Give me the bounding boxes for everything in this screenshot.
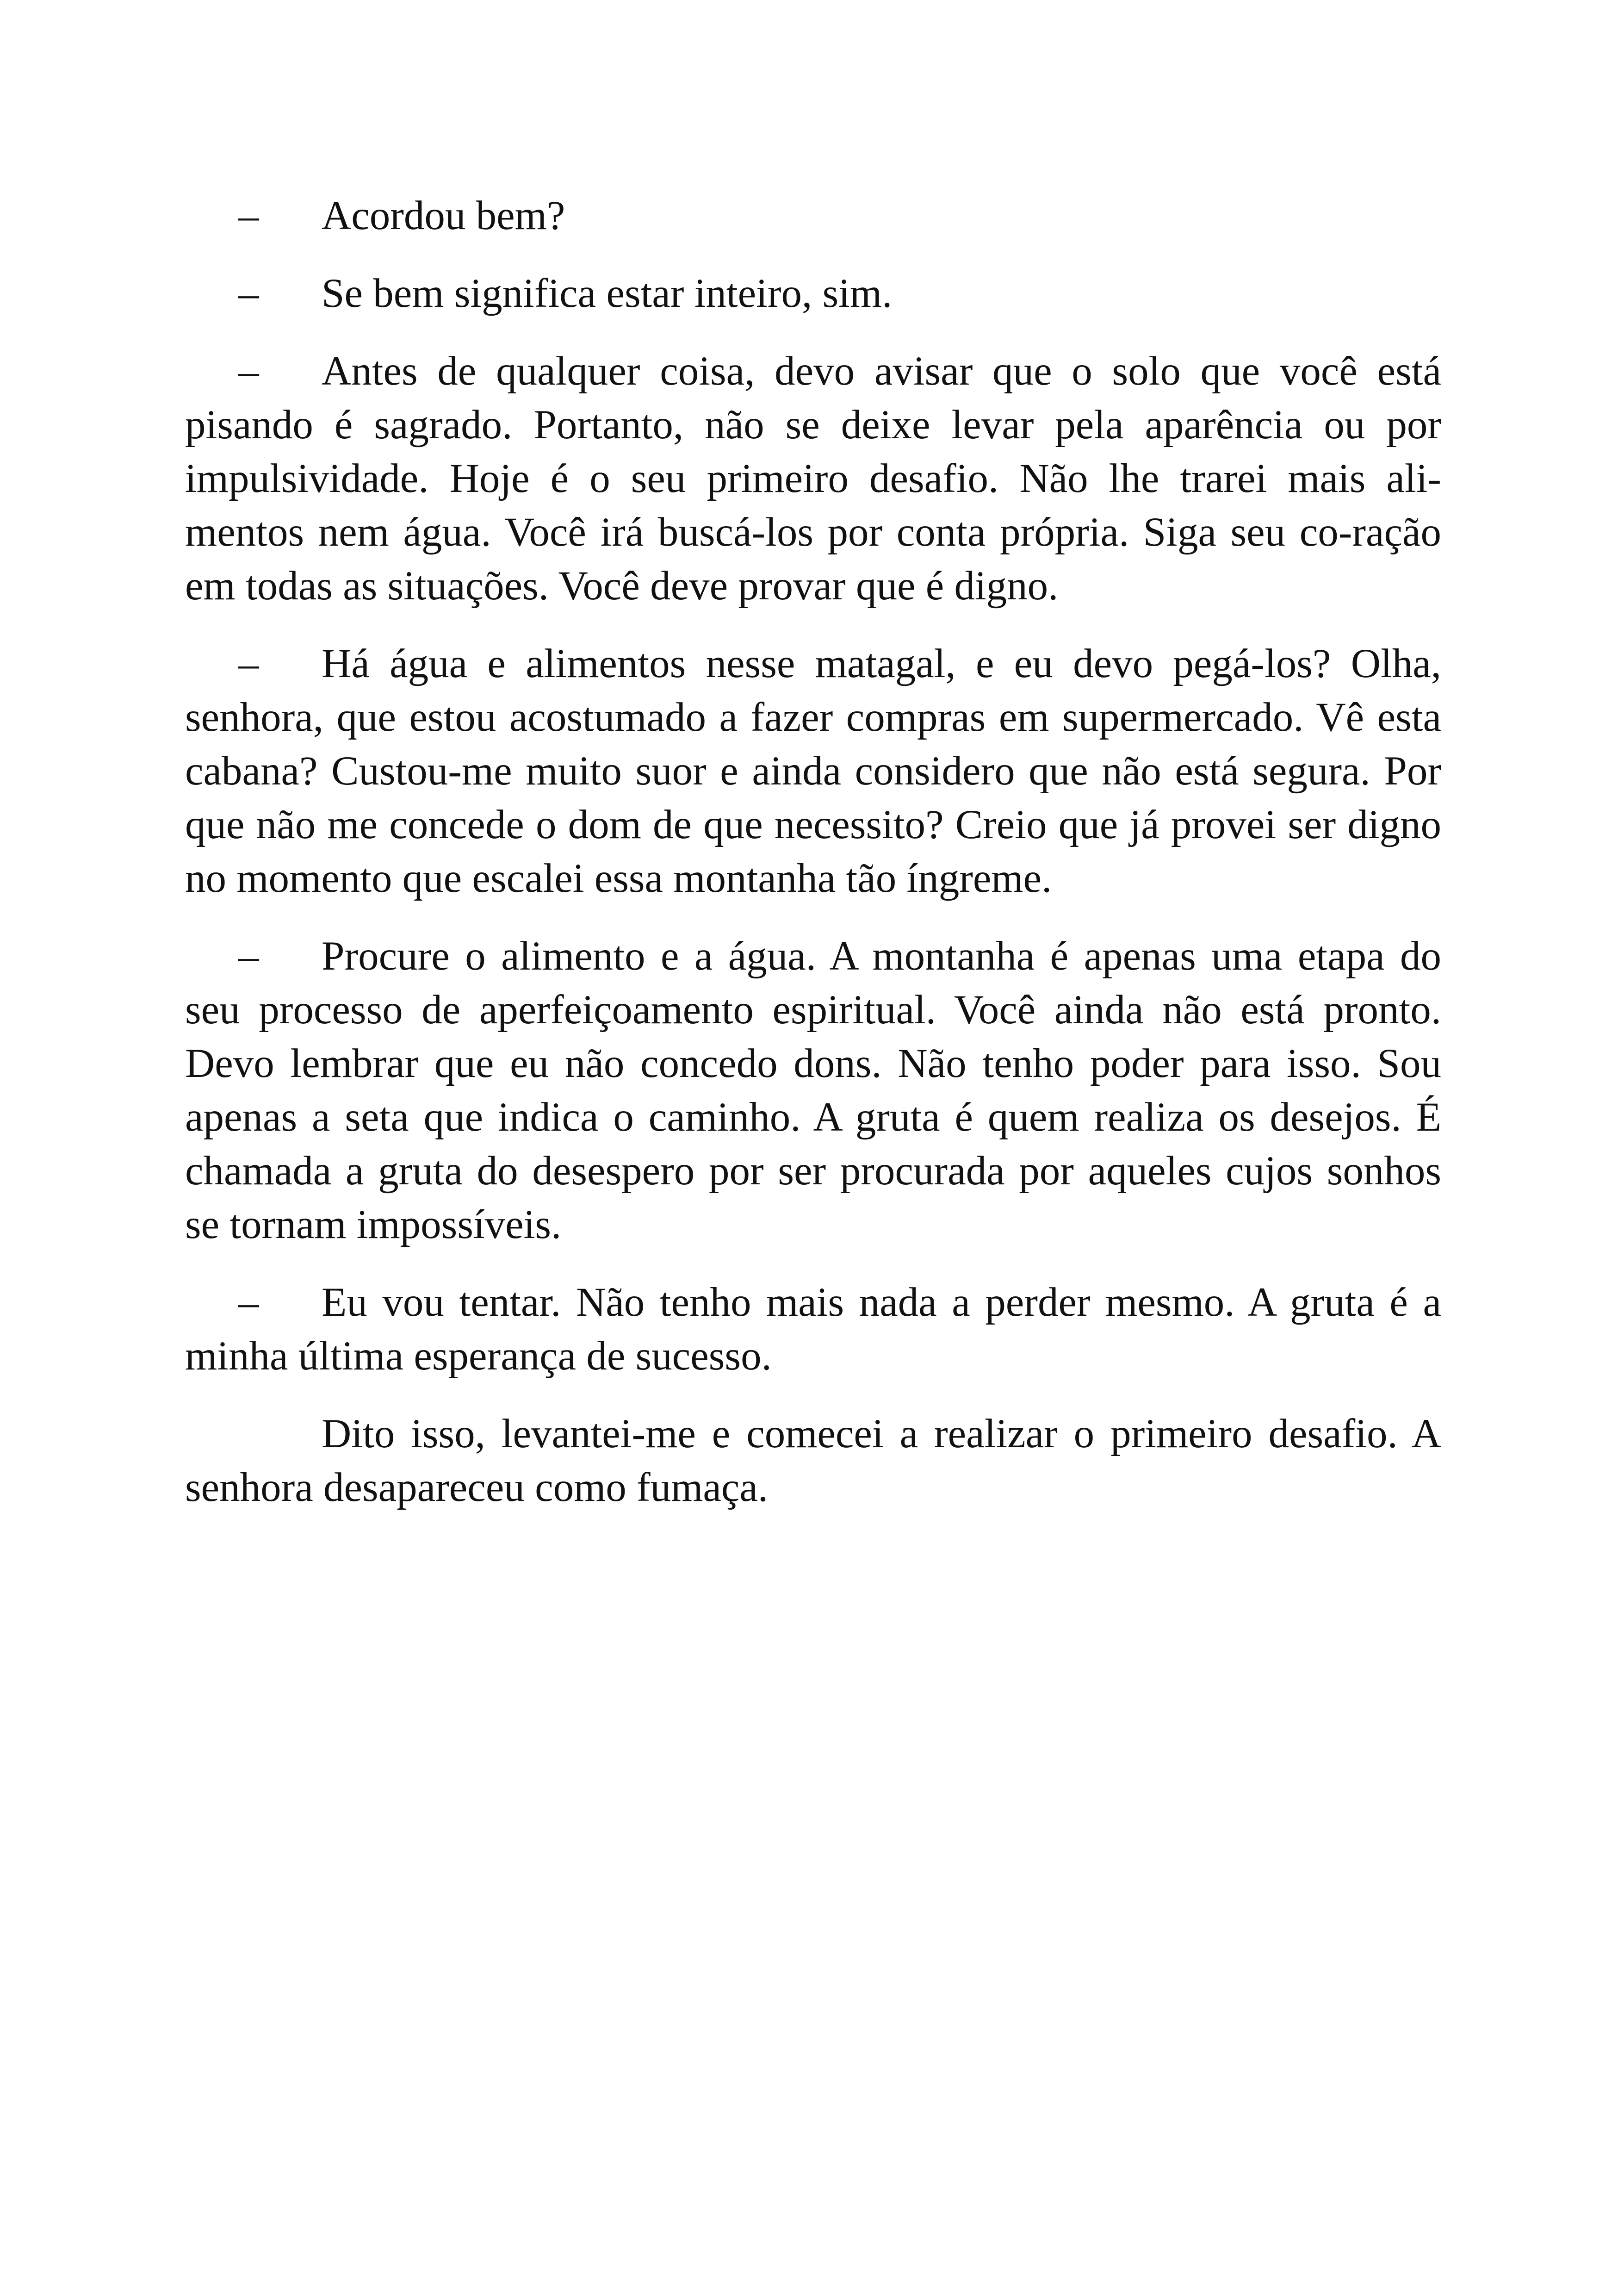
dialogue-dash: – — [238, 1280, 259, 1325]
paragraph-text: Acordou bem? — [322, 193, 565, 238]
dialogue-paragraph — [185, 929, 1441, 1251]
dialogue-paragraph — [185, 189, 1441, 243]
paragraph-text: Se bem significa estar inteiro, sim. — [322, 271, 893, 316]
document-body — [185, 189, 1441, 1538]
dialogue-paragraph — [185, 344, 1441, 613]
dialogue-dash: – — [238, 641, 259, 686]
dialogue-paragraph — [185, 267, 1441, 320]
dialogue-dash: – — [238, 193, 259, 238]
dialogue-dash: – — [238, 271, 259, 316]
narration-paragraph — [185, 1407, 1441, 1514]
dialogue-dash: – — [238, 933, 259, 979]
paragraph-text: Procure o alimento e a água. A montanha é apenas uma etapa do seu processo de aperfeiçoamento espiritual. Você ainda não está pronto. Devo lembrar que eu não concedo dons. Não tenho poder para isso. Sou apenas a seta que indica o caminho. A gruta é quem realiza os desejos. É chamada a gruta do desespero por ser procurada por aqueles cujos sonhos se tornam impossíveis. — [185, 933, 1441, 1247]
paragraph-text: Há água e alimentos nesse matagal, e eu devo pegá-los? Olha, senhora, que estou acostumado a fazer compras em supermercado. Vê esta cabana? Custou-me muito suor e ainda considero que não está segura. Por que não me concede o dom de que necessito? Creio que já provei ser digno no momento que escalei essa montanha tão íngreme. — [185, 641, 1441, 901]
paragraph-text: Antes de qualquer coisa, devo avisar que o solo que você está pisando é sagrado. Portanto, não se deixe levar pela aparência ou por impulsividade. Hoje é o seu primeiro desafio. Não lhe trarei mais ali-mentos nem água. Você irá buscá-los por conta própria. Siga seu co-ração em todas as situações. Você deve provar que é digno. — [185, 348, 1441, 609]
dialogue-paragraph — [185, 1276, 1441, 1383]
dialogue-paragraph — [185, 637, 1441, 905]
paragraph-text: Dito isso, levantei-me e comecei a realizar o primeiro desafio. A senhora desapareceu como fumaça. — [185, 1411, 1441, 1510]
paragraph-text: Eu vou tentar. Não tenho mais nada a perder mesmo. A gruta é a minha última esperança de sucesso. — [185, 1280, 1441, 1379]
dialogue-dash: – — [238, 348, 259, 394]
